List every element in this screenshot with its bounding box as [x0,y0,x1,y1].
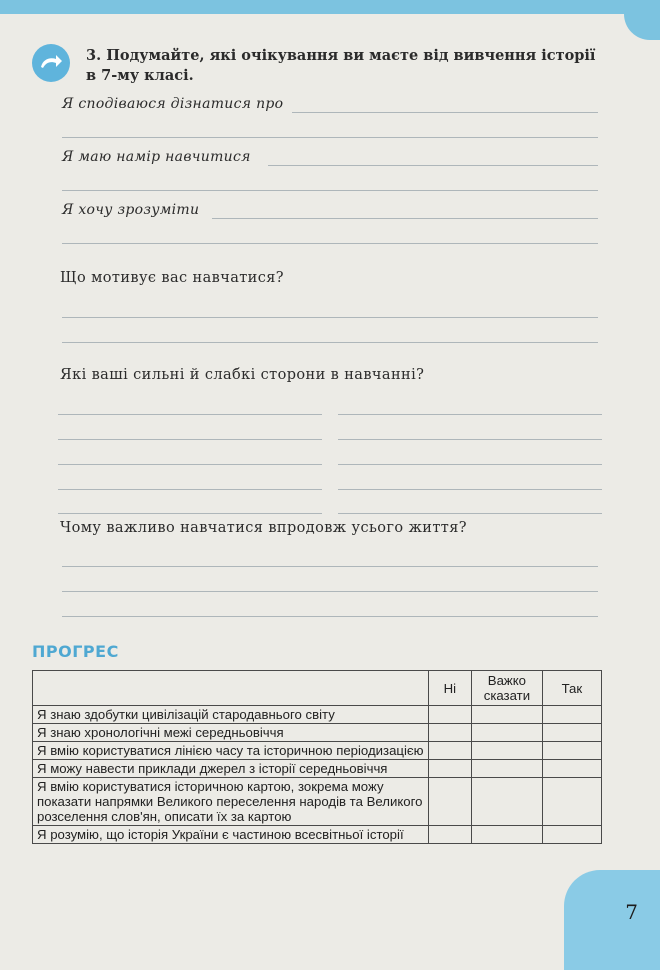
checkbox-cell-no[interactable] [428,778,471,826]
column-header-hard-to-say: Важко сказати [472,671,543,706]
column-header-no: Ні [428,671,471,706]
row-statement: Я можу навести приклади джерел з історії середньовіччя [33,760,429,778]
checkbox-cell-no[interactable] [428,724,471,742]
answer-line-right[interactable] [338,464,602,465]
answer-line-left[interactable] [58,439,322,440]
answer-line-right[interactable] [338,414,602,415]
arrow-return-icon-glyph [38,52,64,74]
page-tab-decor [564,870,660,970]
prompt-intend-learn: Я маю намір навчитися [62,149,251,165]
answer-line[interactable] [62,342,598,343]
answer-line[interactable] [292,112,598,113]
table-row [33,724,602,742]
question-motivation: Що мотивує вас навчатися? [60,270,284,286]
question-strengths: Які ваші сильні й слабкі сторони в навчанні? [60,367,425,383]
progress-header-row [33,671,602,706]
checkbox-cell-yes[interactable] [542,742,601,760]
row-statement: Я розумію, що історія України є частиною всесвітньої історії [33,826,429,844]
arrow-return-icon [32,44,70,82]
progress-title: ПРОГРЕС [32,642,119,661]
top-decor-stripe [0,0,660,14]
checkbox-cell-yes[interactable] [542,778,601,826]
checkbox-cell-no[interactable] [428,760,471,778]
checkbox-cell-hard-to-say[interactable] [472,760,543,778]
task-title-line1: Подумайте, які очікування ви маєте від вивчення історії [106,47,596,64]
answer-line[interactable] [62,317,598,318]
prompt-want-understand: Я хочу зрозуміти [62,202,200,218]
answer-line[interactable] [62,137,598,138]
answer-line[interactable] [62,566,598,567]
task-title [86,46,606,86]
column-header-yes: Так [542,671,601,706]
checkbox-cell-yes[interactable] [542,706,601,724]
checkbox-cell-yes[interactable] [542,724,601,742]
row-statement: Я знаю хронологічні межі середньовіччя [33,724,429,742]
answer-line[interactable] [62,591,598,592]
table-row [33,742,602,760]
answer-line-right[interactable] [338,439,602,440]
checkbox-cell-no[interactable] [428,706,471,724]
table-row [33,826,602,844]
progress-header-blank [33,671,429,706]
answer-line[interactable] [62,243,598,244]
answer-line-right[interactable] [338,513,602,514]
task-title-line2: в 7-му класі. [86,67,194,84]
prompt-learn-about: Я сподіваюся дізнатися про [62,96,284,112]
checkbox-cell-yes[interactable] [542,826,601,844]
table-row [33,706,602,724]
row-statement: Я вмію користуватися лінією часу та історичною періодизацією [33,742,429,760]
answer-line-left[interactable] [58,464,322,465]
question-lifelong-learning: Чому важливо навчатися впродовж усього життя? [60,520,467,536]
row-statement: Я вмію користуватися історичною картою, зокрема можу показати напрямки Великого переселення народів та Великого розселення слов'ян, описати їх за картою [33,778,429,826]
answer-line-left[interactable] [58,414,322,415]
table-row [33,778,602,826]
answer-line[interactable] [62,190,598,191]
top-right-decor [624,0,660,40]
table-row [33,760,602,778]
answer-line-right[interactable] [338,489,602,490]
progress-table [32,670,602,844]
answer-line[interactable] [268,165,598,166]
checkbox-cell-no[interactable] [428,742,471,760]
checkbox-cell-hard-to-say[interactable] [472,724,543,742]
checkbox-cell-hard-to-say[interactable] [472,778,543,826]
checkbox-cell-yes[interactable] [542,760,601,778]
answer-line-left[interactable] [58,489,322,490]
checkbox-cell-no[interactable] [428,826,471,844]
checkbox-cell-hard-to-say[interactable] [472,826,543,844]
checkbox-cell-hard-to-say[interactable] [472,742,543,760]
page-number: 7 [625,900,638,924]
answer-line[interactable] [62,616,598,617]
answer-line[interactable] [212,218,598,219]
row-statement: Я знаю здобутки цивілізацій стародавнього світу [33,706,429,724]
answer-line-left[interactable] [58,513,322,514]
checkbox-cell-hard-to-say[interactable] [472,706,543,724]
task-number: 3. [86,47,102,64]
